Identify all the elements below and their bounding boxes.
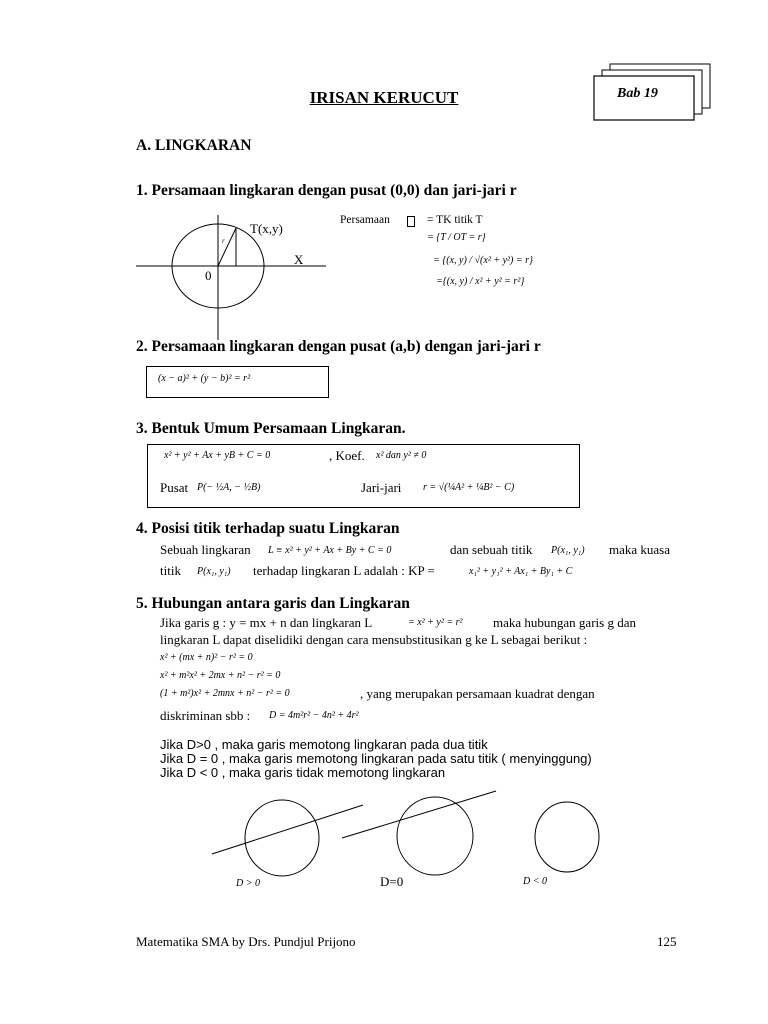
secant-line: [212, 805, 363, 854]
eq3-jari-label: Jari-jari: [361, 480, 402, 495]
p4-l2a: titik: [160, 563, 181, 578]
p4-l1d: P(x₁, y₁): [551, 545, 585, 556]
p4-l1c: dan sebuah titik: [450, 542, 533, 557]
circle-no-intersection: [535, 802, 599, 872]
p5-case3: Jika D < 0 , maka garis tidak memotong lingkaran: [160, 765, 446, 780]
eq3-general: x² + y² + Ax + yB + C = 0: [164, 450, 271, 461]
p5-e4a: diskriminan sbb :: [160, 708, 251, 723]
page-number: 125: [657, 934, 677, 949]
eq3-pusat: P(− ½A, − ½B): [197, 482, 261, 493]
circle-two-points: [245, 800, 319, 876]
p4-l1b: L ≡ x² + y² + Ax + By + C = 0: [268, 545, 392, 556]
x-axis-label: X: [294, 252, 304, 267]
p5-e1: x² + (mx + n)² − r² = 0: [160, 652, 253, 663]
eq3-pusat-label: Pusat: [160, 480, 189, 495]
p4-l1e: maka kuasa: [609, 542, 671, 557]
fig2-label-1: D > 0: [236, 878, 260, 889]
p4-l2d: x₁² + y₁² + Ax₁ + By₁ + C: [469, 566, 573, 577]
eq3-koef-cond: x² dan y² ≠ 0: [376, 450, 427, 461]
circle-tangent: [397, 797, 473, 875]
fig2-label-2: D=0: [380, 874, 404, 889]
p4-l1a: Sebuah lingkaran: [160, 542, 251, 557]
p5-l2: lingkaran L dapat diselidiki dengan cara mensubstitusikan g ke L sebagai berikut :: [160, 632, 588, 647]
p5-l1b: = x² + y² = r²: [408, 617, 463, 628]
chapter-badge-label: Bab 19: [617, 86, 658, 101]
p5-e3b: , yang merupakan persamaan kuadrat dengan: [360, 686, 595, 701]
p5-e2: x² + m²x² + 2mx + n² − r² = 0: [160, 670, 281, 681]
fig2-label-3: D < 0: [523, 876, 547, 887]
p5-l1a: Jika garis g : y = mx + n dan lingkaran L: [160, 615, 373, 630]
heading-5: 5. Hubungan antara garis dan Lingkaran: [136, 595, 410, 612]
eq1-line4: ={(x, y) / x² + y² = r²}: [436, 276, 525, 287]
eq1-line3: = {(x, y) / √(x² + y²) = r}: [433, 255, 533, 266]
heading-3: 3. Bentuk Umum Persamaan Lingkaran.: [136, 420, 406, 437]
heading-4: 4. Posisi titik terhadap suatu Lingkaran: [136, 520, 400, 537]
circle-origin-figure: [136, 215, 326, 340]
p5-case1: Jika D>0 , maka garis memotong lingkaran pada dua titik: [160, 737, 488, 752]
radius-label: r: [222, 237, 225, 245]
line-circle-figure: [200, 785, 600, 885]
p5-e3: (1 + m²)x² + 2mnx + n² − r² = 0: [160, 688, 290, 699]
p5-case2: Jika D = 0 , maka garis memotong lingkaran pada satu titik ( menyinggung): [160, 751, 592, 766]
eq1-line1-left: Persamaan: [340, 214, 390, 226]
heading-2: 2. Persamaan lingkaran dengan pusat (a,b) dengan jari-jari r: [136, 338, 541, 355]
p5-e4b: D = 4m²r² − 4n² + 4r²: [269, 710, 359, 721]
eq1-line2: = {T / OT = r}: [427, 232, 486, 243]
eq3-jari: r = √(¼A² + ¼B² − C): [423, 482, 515, 493]
eq1-line1-right: = TK titik T: [427, 214, 483, 226]
page-title: IRISAN KERUCUT: [309, 88, 459, 107]
origin-label: 0: [205, 268, 212, 283]
p4-l2b: P(x₁, y₁): [197, 566, 231, 577]
eq2: (x − a)² + (y − b)² = r²: [158, 373, 251, 384]
missing-glyph: [407, 216, 415, 227]
p5-l1c: maka hubungan garis g dan: [493, 615, 636, 630]
footer-text: Matematika SMA by Drs. Pundjul Prijono: [136, 934, 356, 949]
p4-l2c: terhadap lingkaran L adalah : KP =: [253, 563, 435, 578]
point-t-label: T(x,y): [250, 221, 283, 236]
heading-1: 1. Persamaan lingkaran dengan pusat (0,0) dan jari-jari r: [136, 182, 517, 199]
eq3-koef: , Koef.: [329, 448, 365, 463]
radius-line: [218, 228, 236, 266]
section-a-heading: A. LINGKARAN: [136, 137, 252, 154]
